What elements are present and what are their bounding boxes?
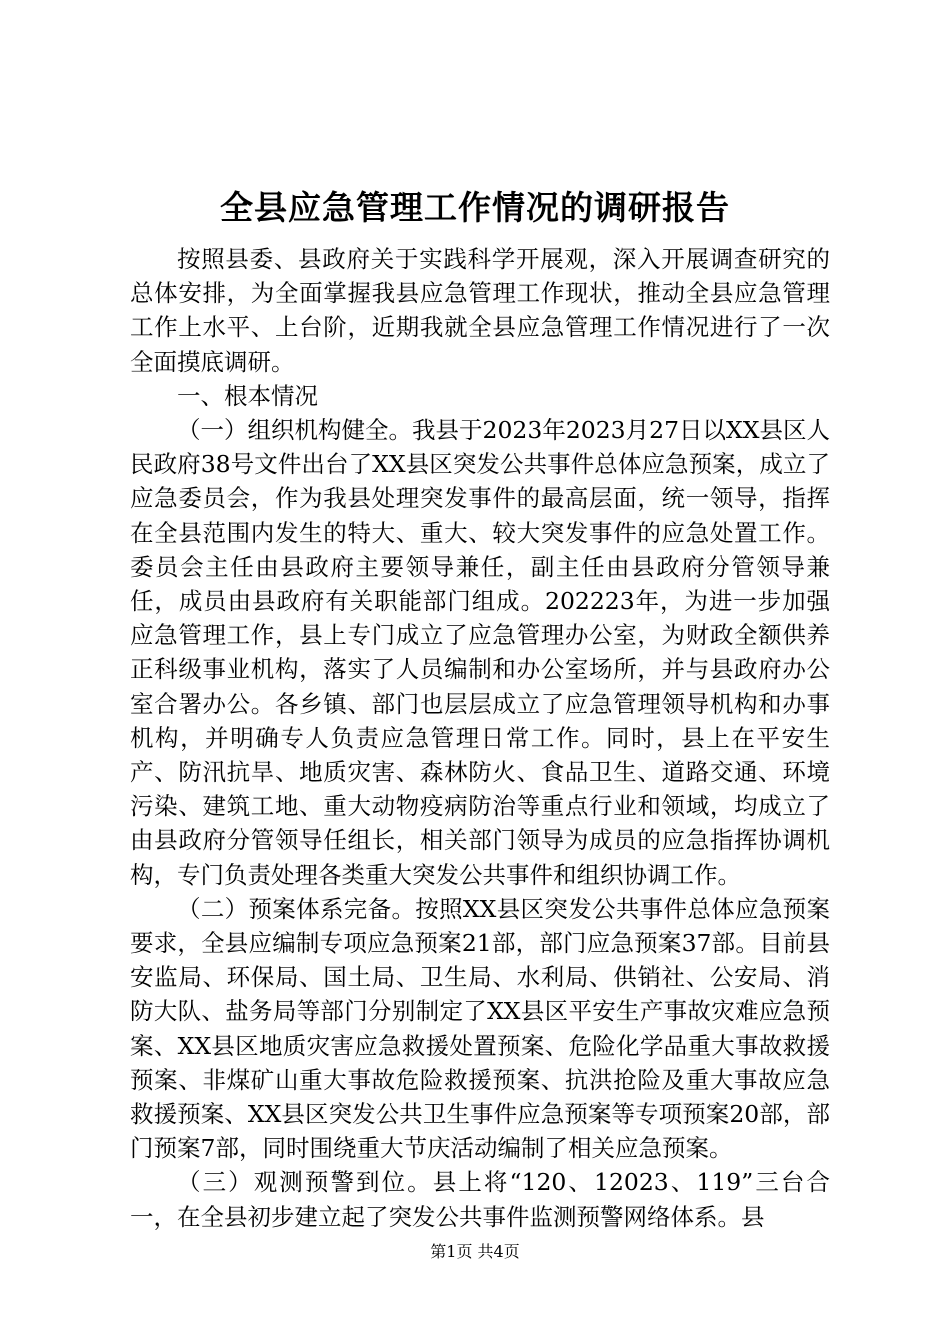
document-body	[130, 242, 830, 1234]
paragraph-organization: （一）组织机构健全。我县于2023年2023月27日以XX县区人民政府38号文件出台了XX县区突发公共事件总体应急预案，成立了应急委员会，作为我县处理突发事件的最高层面，统一领导，指挥在全县范围内发生的特大、重大、较大突发事件的应急处置工作。委员会主任由县政府主要领导兼任，副主任由县政府分管领导兼任，成员由县政府有关职能部门组成。202223年，为进一步加强应急管理工作，县上专门成立了应急管理办公室，为财政全额供养正科级事业机构，落实了人员编制和办公室场所，并与县政府办公室合署办公。各乡镇、部门也层层成立了应急管理领导机构和办事机构，并明确专人负责应急管理日常工作。同时，县上在平安生产、防汛抗旱、地质灾害、森林防火、食品卫生、道路交通、环境污染、建筑工地、重大动物疫病防治等重点行业和领域，均成立了由县政府分管领导任组长，相关部门领导为成员的应急指挥协调机构，专门负责处理各类重大突发公共事件和组织协调工作。	[130, 416, 830, 889]
intro-paragraph: 按照县委、县政府关于实践科学开展观，深入开展调查研究的总体安排，为全面掌握我县应急管理工作现状，推动全县应急管理工作上水平、上台阶，近期我就全县应急管理工作情况进行了一次全面摸底调研。	[130, 245, 830, 376]
paragraph-monitoring: （三）观测预警到位。县上将“120、12023、119”三台合一，在全县初步建立起了突发公共事件监测预警网络体系。县	[130, 1168, 830, 1231]
page-footer: 第1页 共4页	[430, 1242, 520, 1261]
paragraph-plan-system: （二）预案体系完备。按照XX县区突发公共事件总体应急预案要求，全县应编制专项应急预案21部，部门应急预案37部。目前县安监局、环保局、国土局、卫生局、水利局、供销社、公安局、消防大队、盐务局等部门分别制定了XX县区平安生产事故灾难应急预案、XX县区地质灾害应急救援处置预案、危险化学品重大事故救援预案、非煤矿山重大事故危险救援预案、抗洪抢险及重大事故应急救援预案、XX县区突发公共卫生事件应急预案等专项预案20部，部门预案7部，同时围绕重大节庆活动编制了相关应急预案。	[130, 894, 830, 1163]
section-heading-basic-situation: 一、根本情况	[177, 381, 318, 410]
document-title: 全县应急管理工作情况的调研报告	[220, 188, 730, 227]
